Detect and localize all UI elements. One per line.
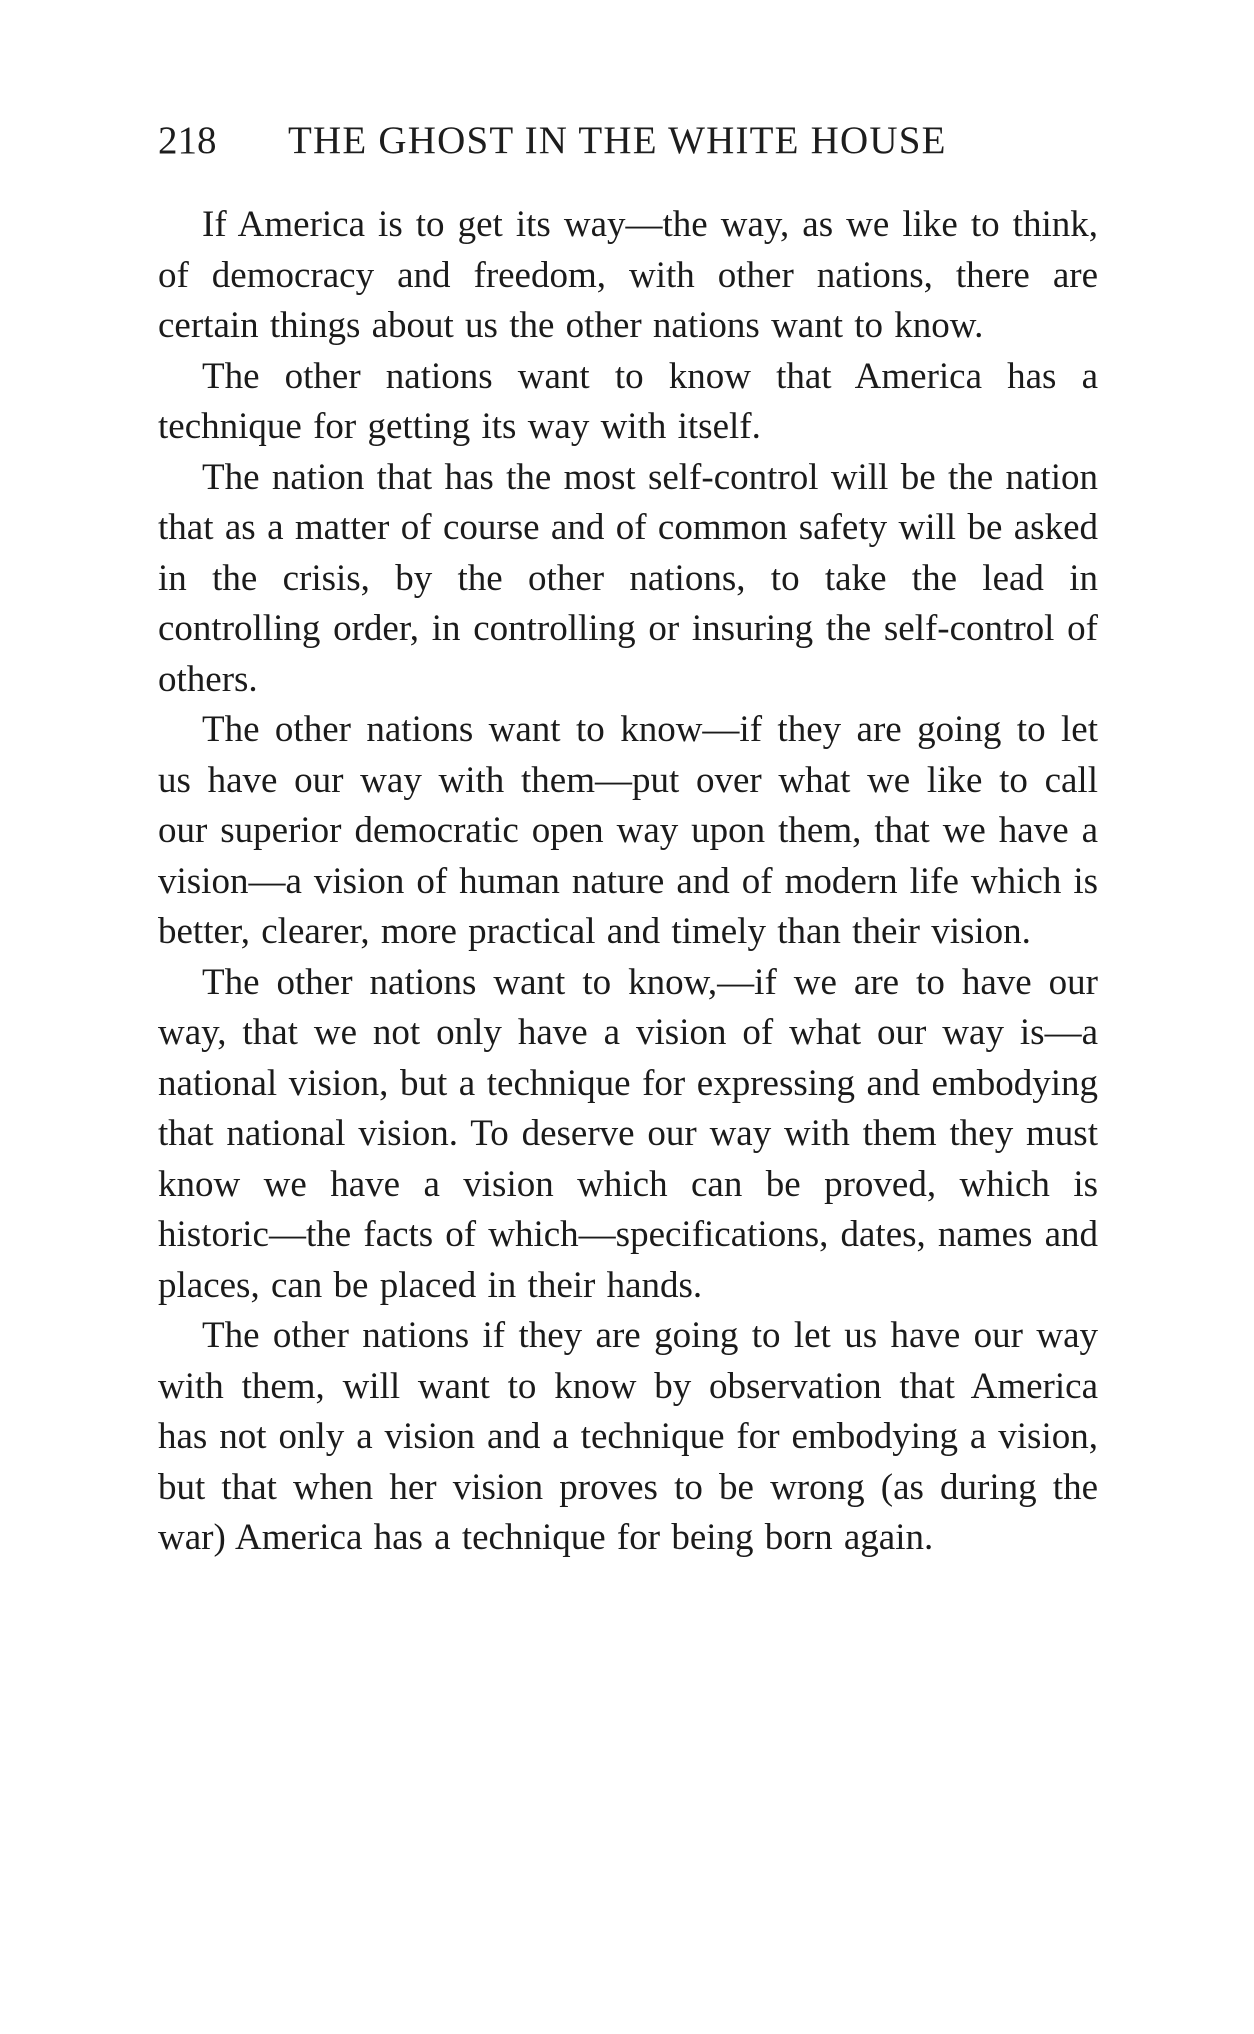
running-title: THE GHOST IN THE WHITE HOUSE [288,119,947,162]
paragraph: If America is to get its way—the way, as we like to think, of democracy and freedom, with other nations, there are certain things about us the other nations want to know. [158,204,1098,346]
paragraph: The other nations want to know,—if we are to have our way, that we not only have a vision of what our way is—a national vision, but a technique for expressing and embodying that national vision. To deserve our way with them they must know we have a vision which can be proved, which is historic—the facts of which—specifications, dates, names and places, can be placed in their hands. [158,961,1098,1306]
paragraph: The nation that has the most self-control will be the nation that as a matter of course and of common safety will be asked in the crisis, by the other nations, to take the lead in controlling order, in controlling or insuring the self-control of others. [158,456,1098,700]
page-number: 218 [158,119,217,162]
paragraph: The other nations want to know—if they are going to let us have our way with them—put over what we like to call our superior democratic open way upon them, that we have a vision—a vision of human nature and of modern life which is better, clearer, more practical and timely than their vision. [158,709,1098,952]
page-header [158,118,1102,178]
body-text [158,200,1098,1564]
paragraph: The other nations want to know that America has a technique for getting its way with itself. [158,355,1098,447]
paragraph: The other nations if they are going to let us have our way with them, will want to know by observation that America has not only a vision and a technique for embodying a vision, but that when her vision proves to be wrong (as during the war) America has a technique for being born again. [158,1315,1098,1558]
